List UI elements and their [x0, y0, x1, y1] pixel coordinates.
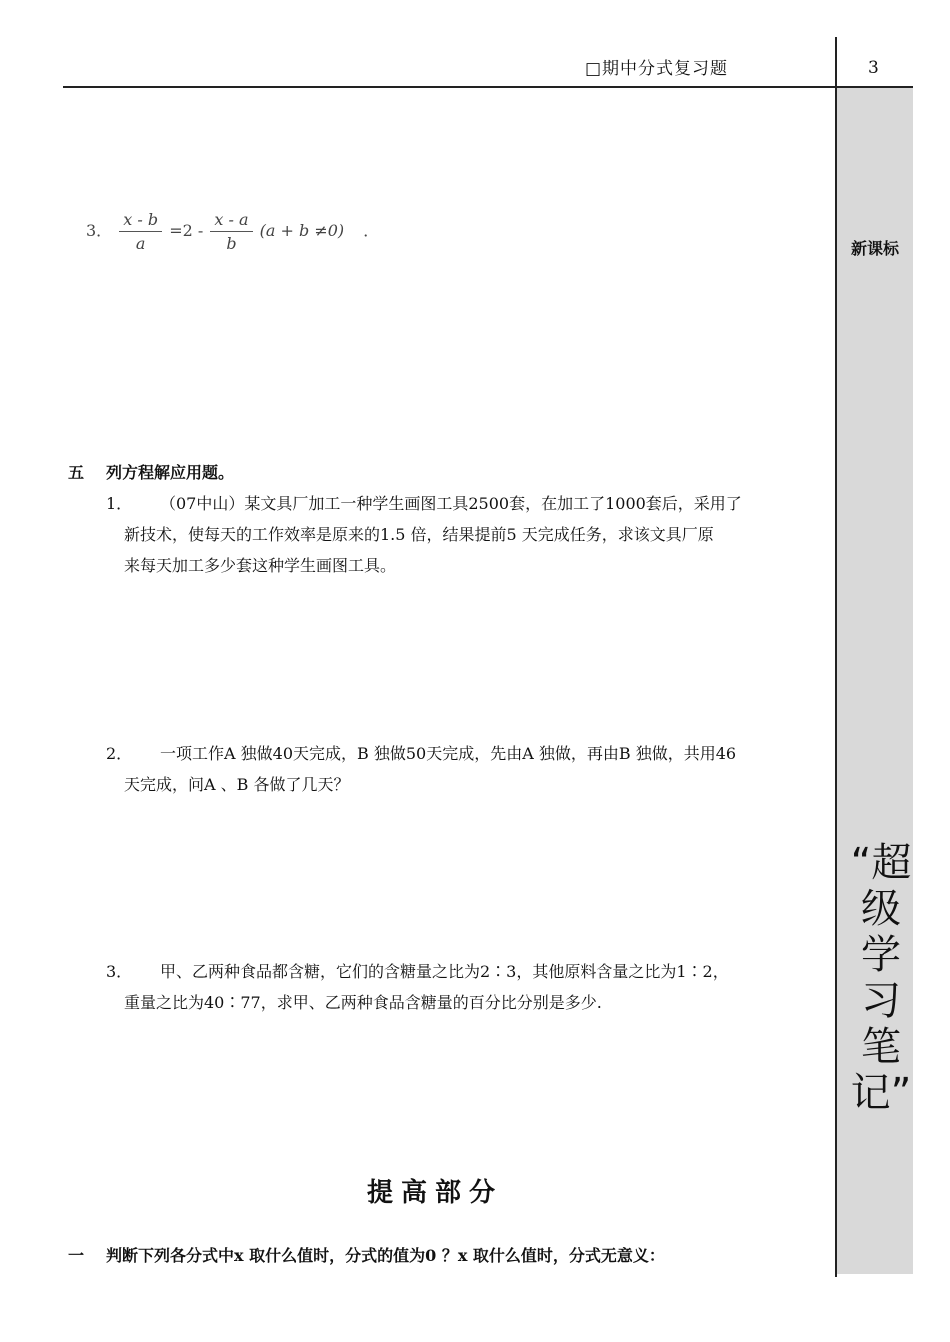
- fraction-1-numerator: x - b: [119, 210, 162, 232]
- header-title: □期中分式复习题: [585, 59, 729, 79]
- fraction-2-denominator: b: [226, 234, 237, 253]
- section-number: 五: [68, 463, 85, 482]
- formula-condition: (a + b ≠0): [259, 221, 345, 240]
- fraction-1: [119, 210, 162, 253]
- problem-2-line-1: 一项工作A 独做40天完成，B 独做50天完成，先由A 独做，再由B 独做，共用46: [160, 744, 737, 763]
- formula-number: 3．: [86, 221, 113, 240]
- page-number: 3: [868, 58, 879, 78]
- problem-3-line-1: 甲、乙两种食品都含糖，它们的含糖量之比为2∶3，其他原料含量之比为1∶2，: [160, 962, 729, 981]
- problem-3-number: 3．: [106, 962, 133, 981]
- formula-3: [86, 210, 379, 253]
- problem-1-number: 1．: [106, 494, 133, 513]
- sidebar-big-text: “超级学习笔记”: [850, 840, 912, 1116]
- advanced-q1-number: 一: [68, 1246, 85, 1265]
- fraction-2: [210, 210, 252, 253]
- problem-1-line-3: 来每天加工多少套这种学生画图工具。: [124, 556, 397, 575]
- sidebar-top-text: 新课标: [850, 239, 899, 258]
- problem-1-line-1: （07中山）某文具厂加工一种学生画图工具2500套，在加工了1000套后，采用了: [160, 494, 742, 513]
- formula-equals: =2 -: [169, 221, 204, 240]
- header-rule: [63, 86, 913, 88]
- problem-2-number: 2．: [106, 744, 133, 763]
- fraction-2-numerator: x - a: [210, 210, 252, 232]
- advanced-q1-text: 判断下列各分式中x 取什么值时，分式的值为0 ？x 取什么值时，分式无意义：: [106, 1246, 665, 1265]
- advanced-section-title: 提高部分: [367, 1178, 504, 1208]
- problem-2-line-2: 天完成，问A 、B 各做了几天？: [124, 775, 350, 794]
- fraction-1-denominator: a: [135, 234, 146, 253]
- problem-1-line-2: 新技术，使每天的工作效率是原来的1.5 倍，结果提前5 天完成任务，求该文具厂原: [124, 525, 714, 544]
- section-title: 列方程解应用题。: [106, 463, 235, 482]
- problem-3-line-2: 重量之比为40∶77，求甲、乙两种食品含糖量的百分比分别是多少.: [124, 993, 602, 1012]
- formula-tail: ．: [363, 221, 380, 240]
